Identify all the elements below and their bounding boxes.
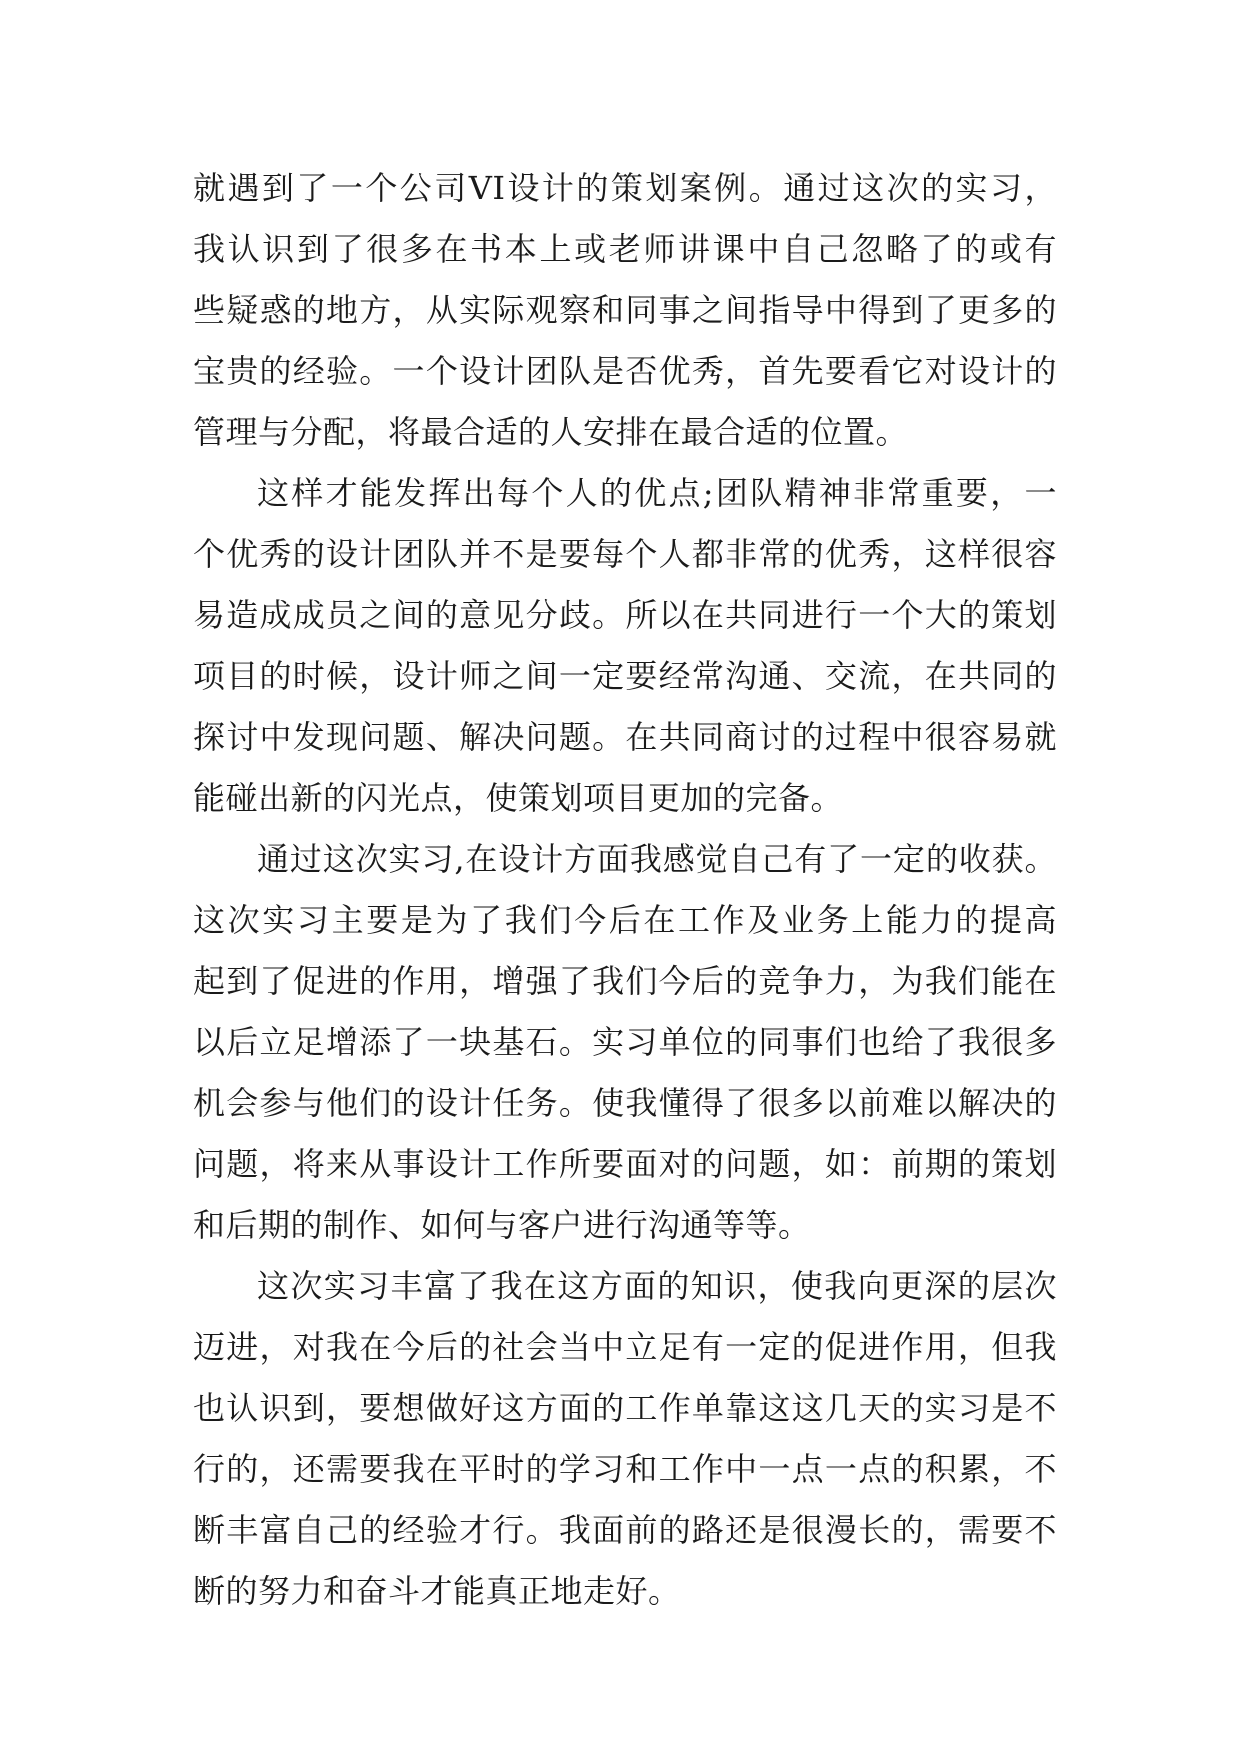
text-line: 这次实习主要是为了我们今后在工作及业务上能力的提高 [193, 901, 1057, 939]
text-line: 断的努力和奋斗才能真正地走好。 [193, 1572, 681, 1610]
document-body [193, 158, 1057, 1622]
text-line: 就遇到了一个公司VI设计的策划案例。通过这次的实习， [193, 169, 1057, 207]
text-line: 通过这次实习,在设计方面我感觉自己有了一定的收获。 [257, 840, 1057, 878]
text-line: 个优秀的设计团队并不是要每个人都非常的优秀，这样很容 [193, 535, 1057, 573]
text-line: 项目的时候，设计师之间一定要经常沟通、交流，在共同的 [193, 657, 1057, 695]
text-line: 能碰出新的闪光点，使策划项目更加的完备。 [193, 779, 844, 817]
text-line: 以后立足增添了一块基石。实习单位的同事们也给了我很多 [193, 1023, 1057, 1061]
text-line: 和后期的制作、如何与客户进行沟通等等。 [193, 1206, 811, 1244]
text-line: 这次实习丰富了我在这方面的知识，使我向更深的层次 [257, 1267, 1057, 1305]
text-line: 这样才能发挥出每个人的优点;团队精神非常重要，一 [257, 474, 1057, 512]
text-line: 迈进，对我在今后的社会当中立足有一定的促进作用，但我 [193, 1328, 1057, 1366]
text-line: 探讨中发现问题、解决问题。在共同商讨的过程中很容易就 [193, 718, 1057, 756]
text-line: 宝贵的经验。一个设计团队是否优秀，首先要看它对设计的 [193, 352, 1057, 390]
paragraph-4 [193, 1256, 1057, 1622]
text-line: 起到了促进的作用，增强了我们今后的竞争力，为我们能在 [193, 962, 1057, 1000]
text-line: 机会参与他们的设计任务。使我懂得了很多以前难以解决的 [193, 1084, 1057, 1122]
text-line: 也认识到，要想做好这方面的工作单靠这这几天的实习是不 [193, 1389, 1057, 1427]
paragraph-3 [193, 829, 1057, 1256]
text-line: 问题，将来从事设计工作所要面对的问题，如：前期的策划 [193, 1145, 1057, 1183]
text-line: 易造成成员之间的意见分歧。所以在共同进行一个大的策划 [193, 596, 1057, 634]
text-line: 些疑惑的地方，从实际观察和同事之间指导中得到了更多的 [193, 291, 1057, 329]
text-line: 断丰富自己的经验才行。我面前的路还是很漫长的，需要不 [193, 1511, 1057, 1549]
text-line: 我认识到了很多在书本上或老师讲课中自己忽略了的或有 [193, 230, 1057, 268]
paragraph-2 [193, 463, 1057, 829]
paragraph-1 [193, 158, 1057, 463]
text-line: 管理与分配，将最合适的人安排在最合适的位置。 [193, 413, 909, 451]
text-line: 行的，还需要我在平时的学习和工作中一点一点的积累，不 [193, 1450, 1057, 1488]
